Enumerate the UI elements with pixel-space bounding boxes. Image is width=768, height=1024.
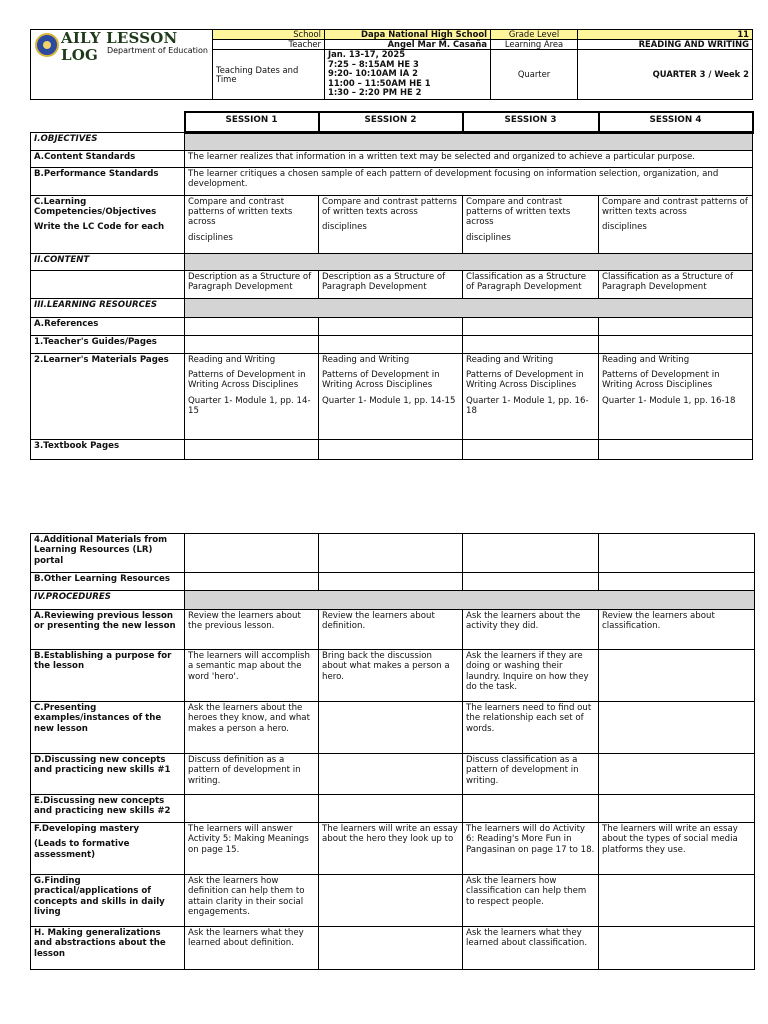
quarter-value: QUARTER 3 / Week 2 [578,50,753,100]
dates-label: Teaching Dates and Time [213,50,325,100]
references-label: A.References [31,317,185,335]
blank-corner [31,112,185,132]
reviewing-label: A.Reviewing previous lesson or presenting the new lesson [31,610,185,650]
textbook-label: 3.Textbook Pages [31,439,185,459]
objectives-heading: I.OBJECTIVES [31,132,185,150]
learners-materials-label: 2.Learner's Materials Pages [31,353,185,439]
content-s2: Description as a Structure of Paragraph Development [319,270,463,298]
discussing1-label: D.Discussing new concepts and practicing new skills #1 [31,754,185,795]
area-label: Learning Area [491,40,578,50]
content-blank [31,270,185,298]
header-logo-cell [31,30,213,100]
presenting-label: C.Presenting examples/instances of the new lesson [31,702,185,754]
generalizations-s2 [319,927,463,970]
content-standards-value: The learner realizes that information in a written text may be selected and organized to achieve a particular purpose. [185,150,753,167]
presenting-s3: The learners need to find out the relationship each set of words. [463,702,599,754]
log-title: AILY LESSON LOG [61,29,178,64]
reviewing-s3: Ask the learners about the activity they did. [463,610,599,650]
content-heading: II.CONTENT [31,253,185,270]
quarter-label: Quarter [491,50,578,100]
purpose-s3: Ask the learners if they are doing or washing their laundry. Inquire on how they do the task. [463,650,599,702]
generalizations-s4 [599,927,755,970]
mastery-s2: The learners will write an essay about the hero they look up to [319,823,463,875]
resources-heading: III.LEARNING RESOURCES [31,298,185,317]
applications-s3: Ask the learners how classification can help them to respect people. [463,875,599,927]
discussing1-s2 [319,754,463,795]
competencies-label: C.Learning Competencies/Objectives Write the LC Code for each [31,195,185,253]
purpose-s1: The learners will accomplish a semantic map about the word 'hero'. [185,650,319,702]
materials-s4: Reading and Writing Patterns of Development in Writing Across Disciplines Quarter 1- Module 1, pp. 16-18 [599,353,753,439]
mastery-label: F.Developing mastery (Leads to formative assessment) [31,823,185,875]
header-table [30,29,753,100]
department-name: Department of Education [106,46,208,55]
objectives-shade [185,132,753,150]
session-3-header: SESSION 3 [463,112,599,132]
area-value: READING AND WRITING [578,40,753,50]
purpose-s4 [599,650,755,702]
applications-s4 [599,875,755,927]
presenting-s4 [599,702,755,754]
generalizations-s1: Ask the learners what they learned about definition. [185,927,319,970]
reviewing-s2: Review the learners about definition. [319,610,463,650]
procedures-heading: IV.PROCEDURES [31,591,185,610]
session-1-header: SESSION 1 [185,112,319,132]
school-label: School [213,30,325,40]
content-standards-label: A.Content Standards [31,150,185,167]
performance-standards-label: B.Performance Standards [31,167,185,195]
mastery-s3: The learners will do Activity 6: Reading's More Fun in Pangasinan on page 17 to 18. [463,823,599,875]
teacher-label: Teacher [213,40,325,50]
reviewing-s4: Review the learners about classification. [599,610,755,650]
applications-label: G.Finding practical/applications of concepts and skills in daily living [31,875,185,927]
materials-s3: Reading and Writing Patterns of Development in Writing Across Disciplines Quarter 1- Module 1, pp. 16-18 [463,353,599,439]
competency-s2: Compare and contrast patterns of written texts across disciplines [319,195,463,253]
session-4-header: SESSION 4 [599,112,753,132]
reviewing-s1: Review the learners about the previous lesson. [185,610,319,650]
competency-s4: Compare and contrast patterns of written texts across disciplines [599,195,753,253]
competency-s1: Compare and contrast patterns of written texts across disciplines [185,195,319,253]
dates-value: Jan. 13-17, 2025 7:25 – 8:15AM HE 3 9:20- 10:10AM IA 2 11:00 – 11:50AM HE 1 1:30 – 2:20 PM HE 2 [325,50,491,100]
teacher-value: Angel Mar M. Casaña [325,40,491,50]
content-s4: Classification as a Structure of Paragraph Development [599,270,753,298]
content-shade [185,253,753,270]
grade-label: Grade Level [491,30,578,40]
lesson-table-part2 [30,533,755,970]
content-s1: Description as a Structure of Paragraph Development [185,270,319,298]
procedures-shade [185,591,755,610]
discussing1-s1: Discuss definition as a pattern of development in writing. [185,754,319,795]
content-s3: Classification as a Structure of Paragraph Development [463,270,599,298]
materials-s1: Reading and Writing Patterns of Development in Writing Across Disciplines Quarter 1- Module 1, pp. 14-15 [185,353,319,439]
resources-shade [185,298,753,317]
lesson-table-part1 [30,111,754,460]
presenting-s2 [319,702,463,754]
school-value: Dapa National High School [325,30,491,40]
additional-materials-label: 4.Additional Materials from Learning Resources (LR) portal [31,534,185,573]
purpose-s2: Bring back the discussion about what makes a person a hero. [319,650,463,702]
materials-s2: Reading and Writing Patterns of Development in Writing Across Disciplines Quarter 1- Module 1, pp. 14-15 [319,353,463,439]
mastery-s1: The learners will answer Activity 5: Making Meanings on page 15. [185,823,319,875]
applications-s2 [319,875,463,927]
generalizations-label: H. Making generalizations and abstractions about the lesson [31,927,185,970]
other-resources-label: B.Other Learning Resources [31,573,185,591]
deped-seal-icon [35,33,59,57]
session-2-header: SESSION 2 [319,112,463,132]
performance-standards-value: The learner critiques a chosen sample of each pattern of development focusing on information selection, organization, and development. [185,167,753,195]
grade-value: 11 [578,30,753,40]
discussing1-s4 [599,754,755,795]
discussing1-s3: Discuss classification as a pattern of development in writing. [463,754,599,795]
mastery-s4: The learners will write an essay about the types of social media platforms they use. [599,823,755,875]
purpose-label: B.Establishing a purpose for the lesson [31,650,185,702]
generalizations-s3: Ask the learners what they learned about classification. [463,927,599,970]
presenting-s1: Ask the learners about the heroes they know, and what makes a person a hero. [185,702,319,754]
competency-s3: Compare and contrast patterns of written texts across disciplines [463,195,599,253]
teachers-guides-label: 1.Teacher's Guides/Pages [31,335,185,353]
applications-s1: Ask the learners how definition can help them to attain clarity in their social engagements. [185,875,319,927]
discussing2-label: E.Discussing new concepts and practicing new skills #2 [31,795,185,823]
